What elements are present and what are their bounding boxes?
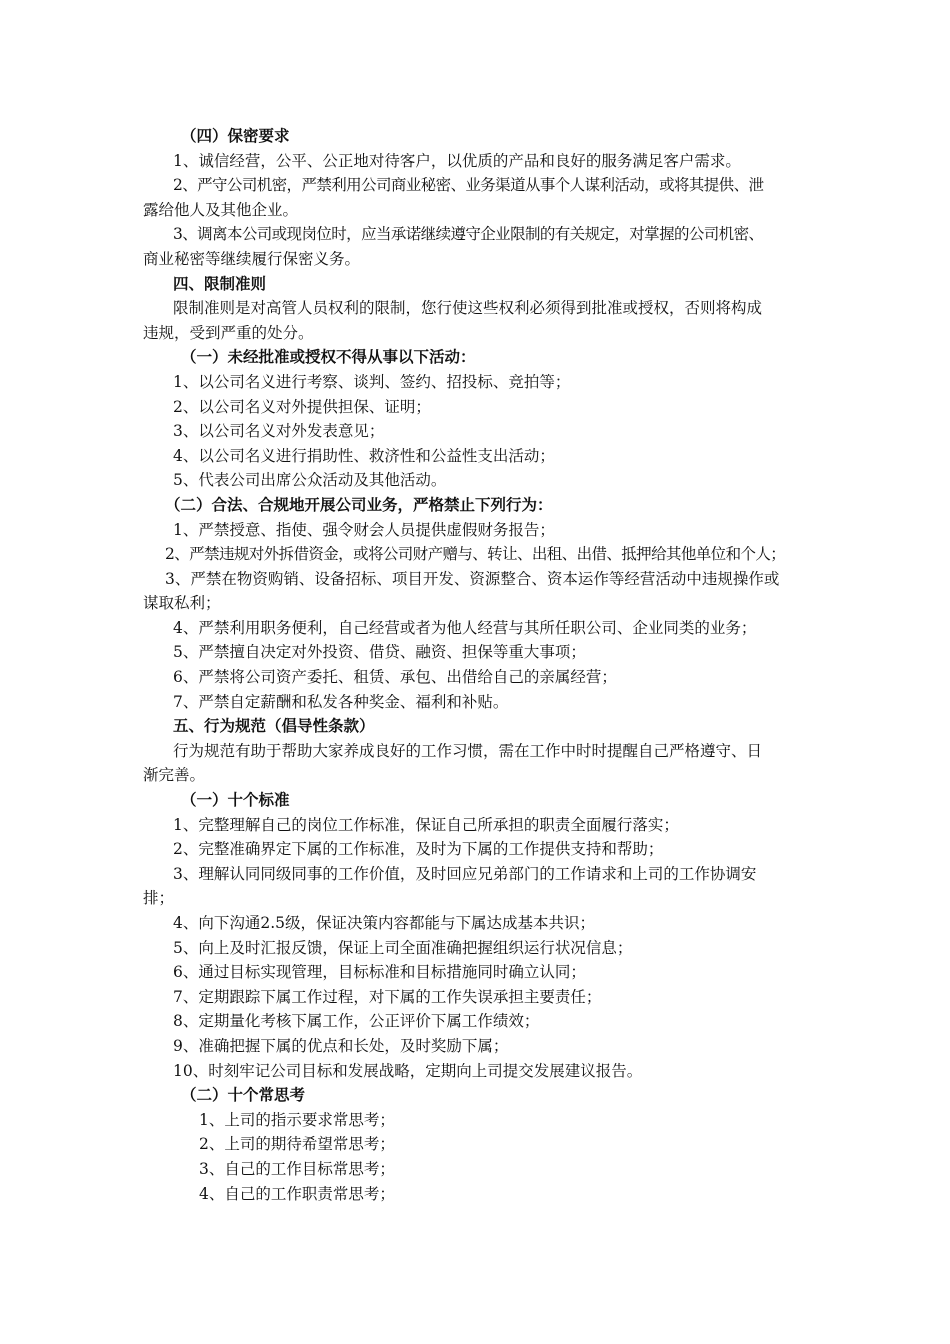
paragraph-line: 露给他人及其他企业。 [143,200,299,219]
paragraph-line: 2、严守公司机密，严禁利用公司商业秘密、业务渠道从事个人谋利活动，或将其提供、泄 [173,176,764,195]
paragraph-line: 3、调离本公司或现岗位时，应当承诺继续遵守企业限制的有关规定，对掌握的公司机密、 [173,225,764,244]
paragraph-line: 1、以公司名义进行考察、谈判、签约、招投标、竞拍等； [173,372,571,391]
paragraph-line: 9、准确把握下属的优点和长处，及时奖励下属； [173,1036,509,1055]
paragraph-line: 8、定期量化考核下属工作，公正评价下属工作绩效； [173,1012,540,1031]
paragraph-line: 限制准则是对高管人员权利的限制，您行使这些权利必须得到批准或授权，否则将构成 [173,299,763,318]
section-heading: （一）十个标准 [181,791,290,810]
section-heading: 四、限制准则 [173,274,267,293]
paragraph-line: 6、严禁将公司资产委托、租赁、承包、出借给自己的亲属经营； [173,668,617,687]
paragraph-line: 2、上司的期待希望常思考； [199,1135,395,1154]
paragraph-line: 3、自己的工作目标常思考； [199,1159,395,1178]
section-heading: （一）未经批准或授权不得从事以下活动： [181,348,476,367]
paragraph-line: 4、自己的工作职责常思考； [199,1184,395,1203]
paragraph-line: 1、完整理解自己的岗位工作标准，保证自己所承担的职责全面履行落实； [173,815,679,834]
paragraph-line: 6、通过目标实现管理，目标标准和目标措施同时确立认同； [173,963,586,982]
paragraph-line: 3、理解认同同级同事的工作价值，及时回应兄弟部门的工作请求和上司的工作协调安 [173,864,757,883]
paragraph-line: 7、严禁自定薪酬和私发各种奖金、福利和补贴。 [173,692,509,711]
paragraph-line: 1、上司的指示要求常思考； [199,1110,395,1129]
paragraph-line: 3、以公司名义对外发表意见； [173,422,385,441]
paragraph-line: 行为规范有助于帮助大家养成良好的工作习惯，需在工作中时时提醒自己严格遵守、日 [173,741,763,760]
paragraph-line: 4、以公司名义进行捐助性、救济性和公益性支出活动； [173,446,555,465]
paragraph-line: 10、时刻牢记公司目标和发展战略，定期向上司提交发展建议报告。 [173,1061,643,1080]
paragraph-line: 2、严禁违规对外拆借资金，或将公司财产赠与、转让、出租、出借、抵押给其他单位和个人； [165,545,786,564]
paragraph-line: 7、定期跟踪下属工作过程，对下属的工作失误承担主要责任； [173,987,602,1006]
paragraph-line: 5、代表公司出席公众活动及其他活动。 [173,471,447,490]
section-heading: 五、行为规范（倡导性条款） [173,717,375,736]
section-heading: （二）十个常思考 [181,1086,306,1105]
paragraph-line: 4、严禁利用职务便利，自己经营或者为他人经营与其所任职公司、企业同类的业务； [173,618,757,637]
paragraph-line: 渐完善。 [143,766,206,785]
section-heading: （二）合法、合规地开展公司业务，严格禁止下列行为： [165,495,553,514]
paragraph-line: 5、严禁擅自决定对外投资、借贷、融资、担保等重大事项； [173,643,586,662]
section-heading: （四）保密要求 [181,127,290,145]
paragraph-line: 1、诚信经营，公平、公正地对待客户，以优质的产品和良好的服务满足客户需求。 [173,151,741,170]
paragraph-line: 4、向下沟通2.5级，保证决策内容都能与下属达成基本共识； [173,914,596,932]
paragraph-line: 2、完整准确界定下属的工作标准，及时为下属的工作提供支持和帮助； [173,840,664,859]
document-page [143,124,813,1206]
paragraph-line: 违规，受到严重的处分。 [143,323,314,342]
paragraph-line: 谋取私利； [143,594,221,613]
paragraph-line: 5、向上及时汇报反馈，保证上司全面准确把握组织运行状况信息； [173,938,633,957]
paragraph-line: 1、严禁授意、指使、强令财会人员提供虚假财务报告； [173,520,555,539]
paragraph-line: 商业秘密等继续履行保密义务。 [143,249,361,268]
paragraph-line: 3、严禁在物资购销、设备招标、项目开发、资源整合、资本运作等经营活动中违规操作或 [165,569,780,588]
paragraph-line: 排； [143,889,175,908]
paragraph-line: 2、以公司名义对外提供担保、证明； [173,397,431,416]
